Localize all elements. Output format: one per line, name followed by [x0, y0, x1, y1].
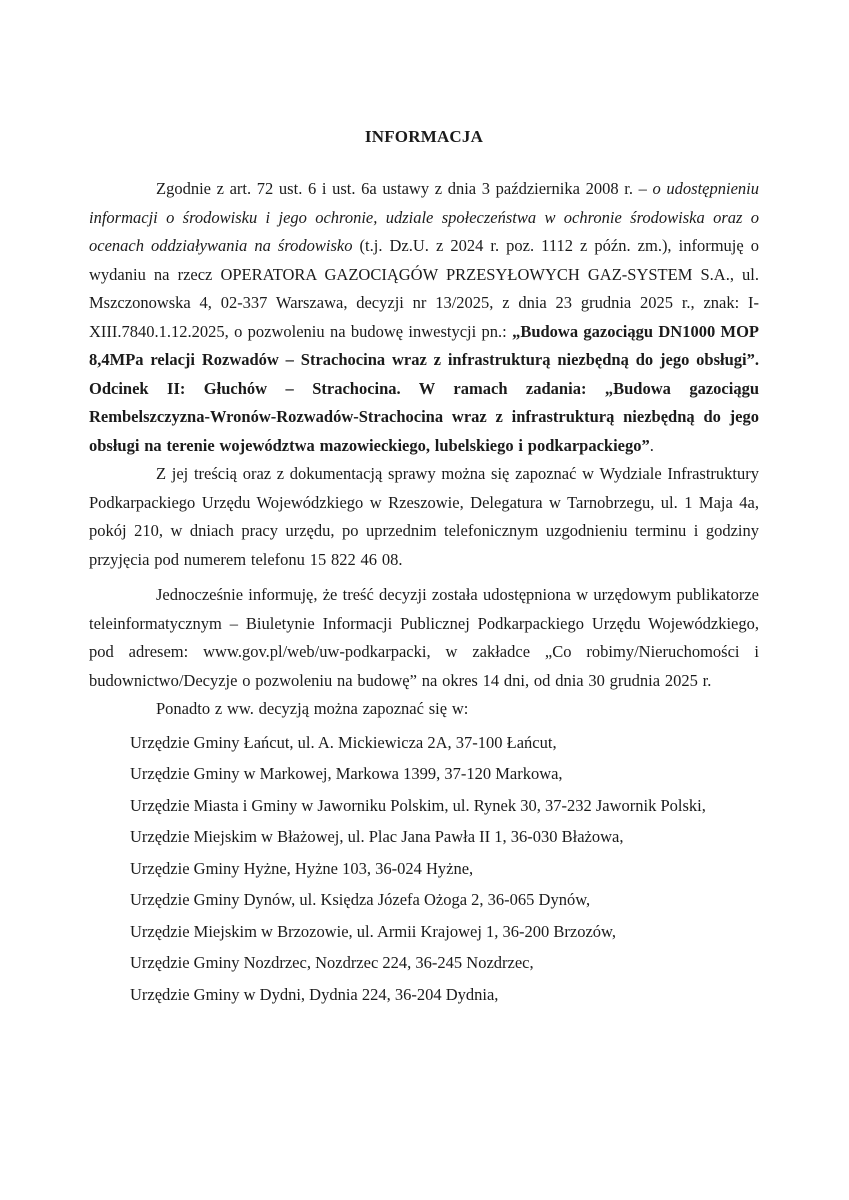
paragraph-legal-basis	[89, 175, 759, 460]
sentence-end-period: .	[649, 435, 654, 455]
office-list	[89, 727, 759, 1011]
office-list-item: Urzędzie Gminy Nozdrzec, Nozdrzec 224, 36-245 Nozdrzec,	[130, 953, 534, 972]
office-list-item: Urzędzie Miejskim w Błażowej, ul. Plac Jana Pawła II 1, 36-030 Błażowa,	[130, 827, 624, 846]
office-list-item: Urzędzie Gminy w Markowej, Markowa 1399, 37-120 Markowa,	[130, 764, 563, 783]
decision-details-text: (t.j. Dz.U. z 2024 r. poz. 1112 z późn. zm.), informuję o wydaniu na rzecz OPERATORA GAZOCIĄGÓW PRZESYŁOWYCH GAZ-SYSTEM S.A., ul. Mszczonowska 4, 02-337 Warszawa, decyzji nr 13/2025, z dnia 23 grudnia 2025 r., znak: I-XIII.7840.1.12.2025, o pozwoleniu na budowę inwestycji pn.:	[89, 236, 759, 341]
paragraph-inspection-info: Z jej treścią oraz z dokumentacją sprawy można się zapoznać w Wydziale Infrastruktury Podkarpackiego Urzędu Wojewódzkiego w Rzeszowie, Delegatura w Tarnobrzegu, ul. 1 Maja 4a, pokój 210, w dniach pracy urzędu, po uprzednim telefonicznym uzgodnieniu terminu i godziny przyjęcia pod numerem telefonu 15 822 46 08.	[89, 464, 759, 569]
office-list-item: Urzędzie Gminy Dynów, ul. Księdza Józefa Ożoga 2, 36-065 Dynów,	[130, 890, 591, 909]
legal-basis-intro-text: Zgodnie z art. 72 ust. 6 i ust. 6a ustawy z dnia 3 października 2008 r. –	[156, 179, 653, 198]
office-list-item: Urzędzie Miejskim w Brzozowie, ul. Armii Krajowej 1, 36-200 Brzozów,	[130, 921, 617, 941]
investment-name-bold-text: „Budowa gazociągu DN1000 MOP 8,4MPa relacji Rozwadów – Strachocina wraz z infrastrukturą niezbędną do jego obsługi”. Odcinek II: Głuchów – Strachocina. W ramach zadania: „Budowa gazociągu Rembelszczyzna-Wronów-Rozwadów-Strachocina wraz z infrastrukturą niezbędną do jego obsługi na terenie województwa mazowieckiego, lubelskiego i podkarpackiego”	[89, 321, 760, 455]
office-list-item: Urzędzie Miasta i Gminy w Jaworniku Polskim, ul. Rynek 30, 37-232 Jawornik Polski,	[130, 795, 706, 815]
office-list-item: Urzędzie Gminy Łańcut, ul. A. Mickiewicza 2A, 37-100 Łańcut,	[130, 732, 557, 752]
paragraph-offices-intro: Ponadto z ww. decyzją można zapoznać się w:	[156, 699, 469, 718]
act-title-italic-text: o udostępnieniu informacji o środowisku i jego ochronie, udziale społeczeństwa w ochronie środowiska oraz o ocenach oddziaływania na środowisko	[89, 179, 759, 255]
office-list-item: Urzędzie Gminy Hyżne, Hyżne 103, 36-024 Hyżne,	[130, 858, 474, 878]
document-title: INFORMACJA	[364, 127, 484, 146]
paragraph-bip-publication: Jednocześnie informuję, że treść decyzji została udostępniona w urzędowym publikatorze teleinformatycznym – Biuletynie Informacji Publicznej Podkarpackiego Urzędu Wojewódzkiego, pod adresem: www.gov.pl/web/uw-podkarpacki, w zakładce „Co robimy/Nieruchomości i budownictwo/Decyzje o pozwoleniu na budowę” na okres 14 dni, od dnia 30 grudnia 2025 r.	[89, 585, 759, 690]
office-list-item: Urzędzie Gminy w Dydni, Dydnia 224, 36-204 Dydnia,	[130, 984, 499, 1004]
document-content	[89, 126, 759, 1010]
